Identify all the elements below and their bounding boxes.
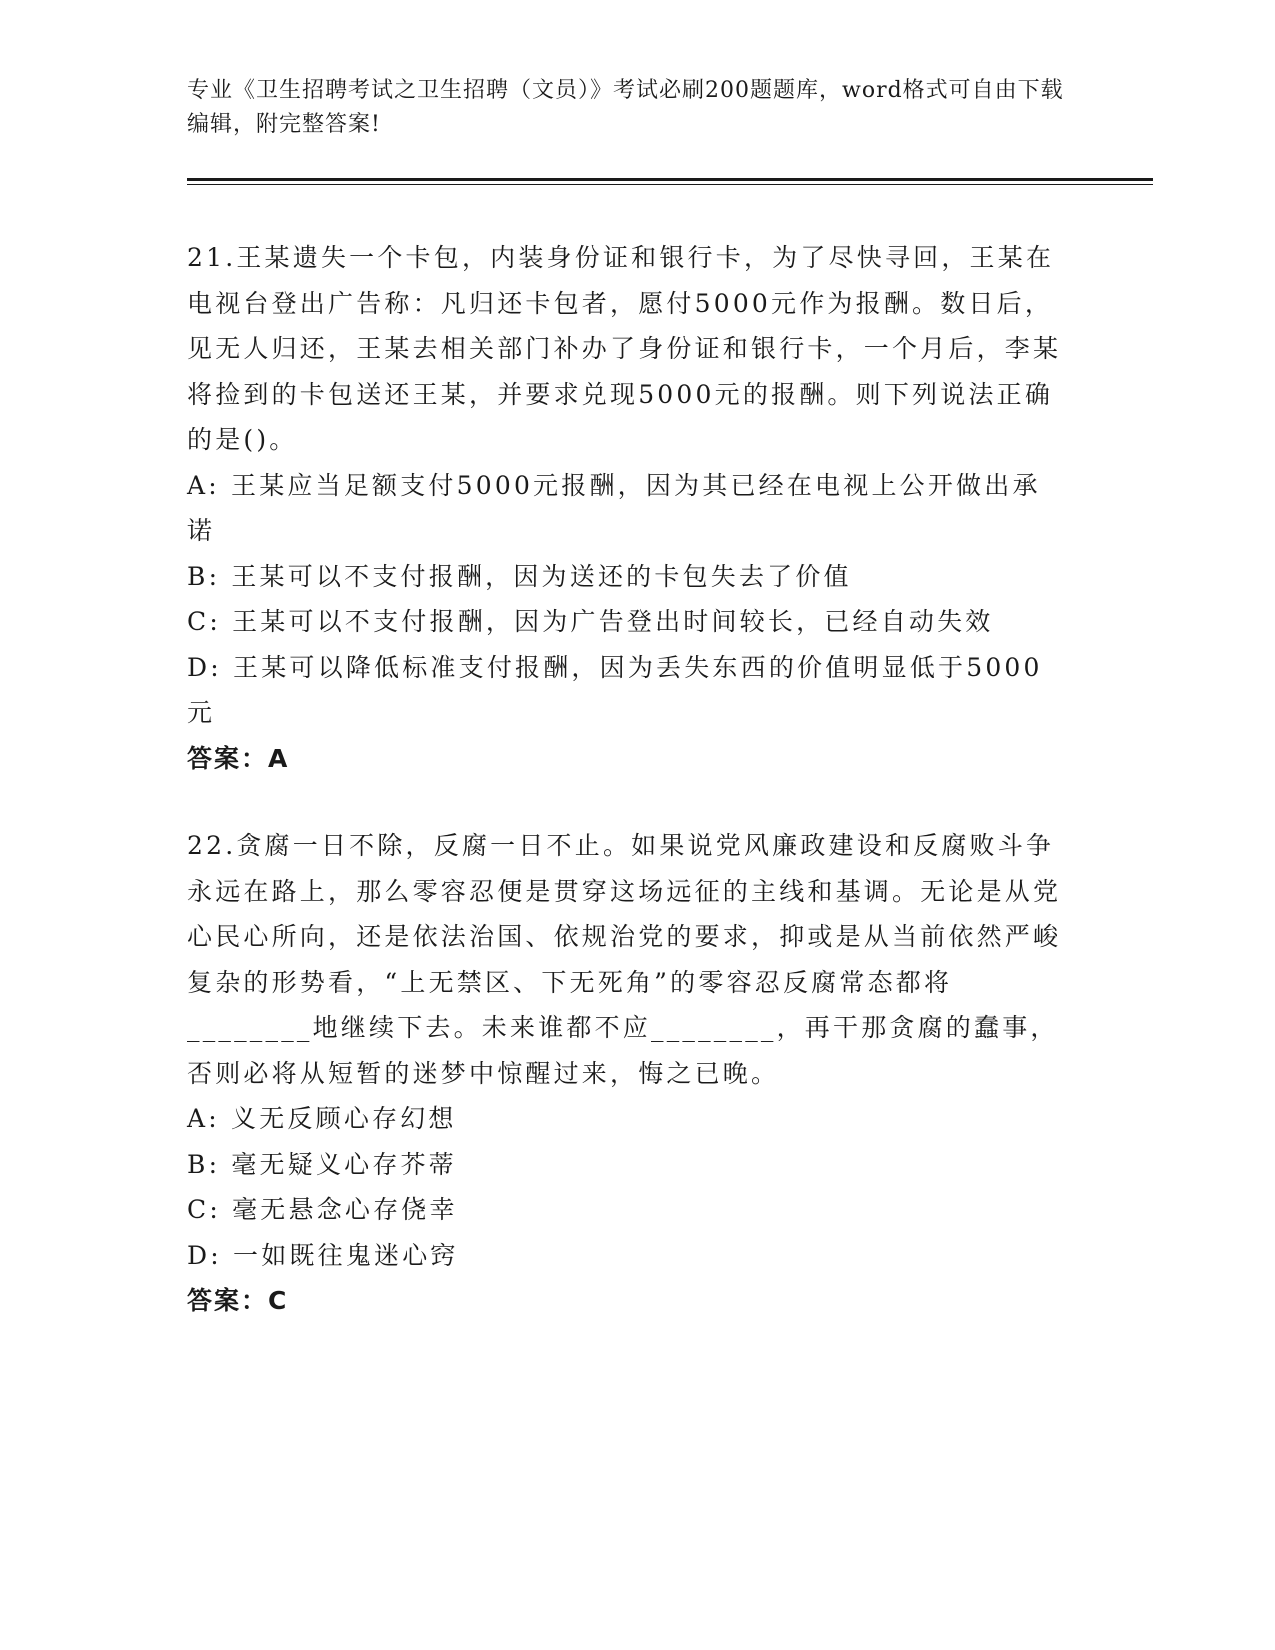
question-stem: 21.王某遗失一个卡包，内装身份证和银行卡，为了尽快寻回，王某在电视台登出广告称：凡归还卡包者，愿付5000元作为报酬。数日后，见无人归还，王某去相关部门补办了身份证和银行卡，一个月后，李某将捡到的卡包送还王某，并要求兑现5000元的报酬。则下列说法正确的是()。 [187,243,1062,454]
option-a: A: 义无反顾心存幻想 [187,1104,457,1133]
question-22 [187,823,1067,1324]
header-divider-thin [187,184,1153,185]
option-b: B: 王某可以不支付报酬，因为送还的卡包失去了价值 [187,561,852,591]
option-b: B: 毫无疑义心存芥蒂 [187,1149,457,1179]
answer-line: 答案：A [187,743,290,773]
question-stem: 22.贪腐一日不除，反腐一日不止。如果说党风廉政建设和反腐败斗争永远在路上，那么零容忍便是贯穿这场远征的主线和基调。无论是从党心民心所向，还是依法治国、依规治党的要求，抑或是从当前依然严峻复杂的形势看，“上无禁区、下无死角”的零容忍反腐常态都将________地继续下去。未来谁都不应________，再干那贪腐的蠢事，否则必将从短暂的迷梦中惊醒过来，悔之已晚。 [187,831,1062,1088]
option-c: C: 王某可以不支付报酬，因为广告登出时间较长，已经自动失效 [187,607,994,636]
question-21 [187,235,1067,781]
option-c: C: 毫无悬念心存侥幸 [187,1195,458,1224]
option-d: D: 一如既往鬼迷心窍 [187,1240,459,1270]
header-divider-thick [187,178,1153,181]
option-d: D: 王某可以降低标准支付报酬，因为丢失东西的价值明显低于5000元 [187,652,1043,727]
header-text: 专业《卫生招聘考试之卫生招聘（文员）》考试必刷200题题库，word格式可自由下载编辑，附完整答案! [187,78,1064,137]
option-a: A: 王某应当足额支付5000元报酬，因为其已经在电视上公开做出承诺 [187,470,1041,545]
document-header [187,74,1067,142]
answer-line: 答案：C [187,1286,289,1315]
